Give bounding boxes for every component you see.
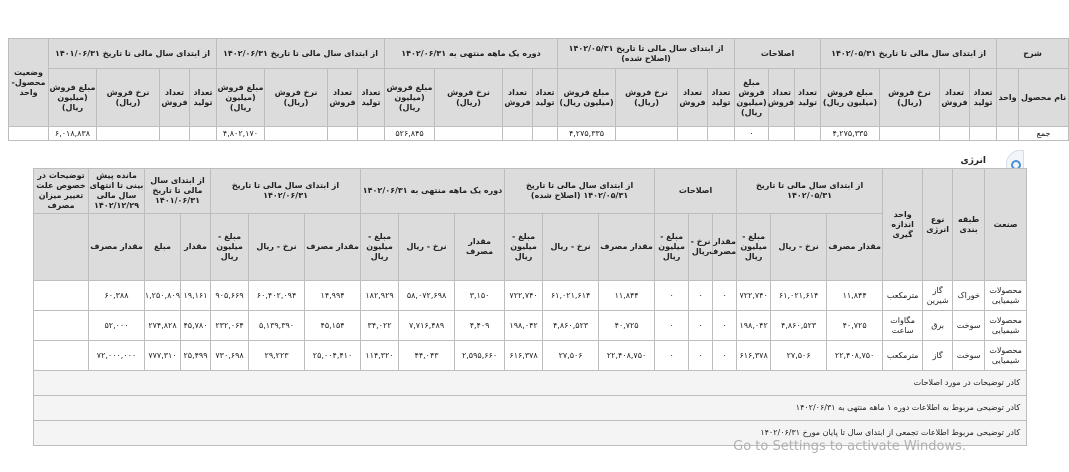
sales-total-row [9,127,1069,141]
sub-rate: نرخ - ریال [543,214,599,281]
sub-sales-qty: تعداد فروش [940,69,970,127]
row-cell: ۶۱,۰۲۱,۶۱۴ [771,281,827,311]
row-cell: ۲۷,۵۰۶ [543,341,599,371]
sub-amount: مبلغ - میلیون ریال [361,214,399,281]
row-cell: ۱۹۸,۰۴۲ [505,311,543,341]
sub-product-name: نام محصول [1019,69,1069,127]
sub-sales-rate: نرخ فروش (ریال) [435,69,503,127]
row-cell: ۰ [655,341,689,371]
row-cell: ۶۱,۰۲۱,۶۱۴ [543,281,599,311]
header-fy-0531: از ابتدای سال مالی تا تاریخ ۱۴۰۲/۰۵/۳۱ [821,39,997,69]
row-cell: ۵,۱۳۹,۳۹۰ [249,311,305,341]
row-cell: ۰ [713,311,737,341]
header-industry: صنعت [985,169,1027,281]
sub-production-qty: تعداد تولید [190,69,217,127]
sub-qty: مقدار [181,214,211,281]
row-cell: ۲۷۴,۸۲۸ [145,311,181,341]
row-cell: ۲,۵۹۵,۶۶۰ [455,341,505,371]
sub-sales-qty: تعداد فروش [769,69,795,127]
sub-sales-rate: نرخ فروش (ریال) [880,69,940,127]
row-cell: ۰ [689,341,713,371]
header-fy-1401: از ابتدای سال مالی تا تاریخ ۱۴۰۱/۰۶/۳۱ [49,39,217,69]
windows-activation-watermark: Go to Settings to activate Windows. [733,439,966,454]
row-cell: ۱۱,۸۴۴ [827,281,883,311]
header-fy-0531-corrected: از ابتدای سال مالی تا تاریخ ۱۴۰۲/۰۵/۳۱ (اصلاح شده) [505,169,655,214]
table-row [34,281,1027,311]
row-cell: ۹۰۵,۶۶۹ [211,281,249,311]
header-one-month-0631: دوره یک ماهه منتهی به ۱۴۰۲/۰۶/۳۱ [361,169,505,214]
sub-sales-amount: مبلغ فروش (میلیون ریال) [735,69,769,127]
header-corrections: اصلاحات [735,39,821,69]
header-fy-1401: از ابتدای سال مالی تا تاریخ ۱۴۰۱/۰۶/۳۱ [145,169,211,214]
row-cell: ۳۴,۰۲۲ [361,311,399,341]
row-cell: ۱۹۸,۰۴۲ [737,311,771,341]
sub-unit: واحد [997,69,1019,127]
header-fy-0531: از ابتدای سال مالی تا تاریخ ۱۴۰۲/۰۵/۳۱ [737,169,883,214]
total-fy-1401-amount: ۶,۰۱۸,۸۳۸ [49,127,97,141]
sub-consumption: مقدار مصرف [827,214,883,281]
table-row [34,341,1027,371]
sub-sales-qty: تعداد فروش [160,69,190,127]
row-cell: ۰ [713,281,737,311]
row-industry: محصولات شیمیایی [985,281,1027,311]
sub-rate: نرخ - ریال [689,214,713,281]
row-forecast: ۵۲,۰۰۰ [89,311,145,341]
energy-section-title: انرژی [960,156,986,166]
row-forecast: ۶۰,۳۸۸ [89,281,145,311]
row-cell: ۵۸,۰۷۲,۶۹۸ [399,281,455,311]
row-cell: ۱,۲۵۰,۸۰۹ [145,281,181,311]
row-energy-type: گاز شیرین [923,281,953,311]
row-classification: خوراک [953,281,985,311]
row-cell: ۲۳۲,۰۶۴ [211,311,249,341]
header-fy-0631: از ابتدای سال مالی تا تاریخ ۱۴۰۲/۰۶/۳۱ [211,169,361,214]
row-cell: ۱۱۴,۳۲۰ [361,341,399,371]
sub-consumption: مقدار مصرف [455,214,505,281]
header-energy-type: نوع انرژی [923,169,953,281]
total-fy-0531-corrected-amount: ۴,۲۷۵,۳۳۵ [558,127,616,141]
sub-sales-amount: مبلغ فروش (میلیون ریال) [49,69,97,127]
sub-production-qty: تعداد تولید [533,69,558,127]
row-cell: ۰ [689,311,713,341]
row-cell: ۷۳۰,۶۹۸ [211,341,249,371]
row-cell: ۰ [655,311,689,341]
table-row [34,311,1027,341]
row-cell: ۲۵,۴۹۹ [181,341,211,371]
total-fy-0531-amount: ۴,۲۷۵,۳۳۵ [821,127,880,141]
row-cell: ۱۹,۱۶۱ [181,281,211,311]
sub-sales-rate: نرخ فروش (ریال) [616,69,678,127]
row-energy-type: برق [923,311,953,341]
header-one-month-0631: دوره یک ماهه منتهی به ۱۴۰۲/۰۶/۳۱ [385,39,558,69]
sub-amount-short: مبلغ [145,214,181,281]
sub-production-qty: تعداد تولید [970,69,997,127]
row-cell: ۳,۱۵۰ [455,281,505,311]
row-forecast: ۷۲,۰۰۰,۰۰۰ [89,341,145,371]
row-industry: محصولات شیمیایی [985,311,1027,341]
row-cell: ۰ [655,281,689,311]
sub-rate: نرخ - ریال [399,214,455,281]
row-industry: محصولات شیمیایی [985,341,1027,371]
note-corrections[interactable]: کادر توضیحات در مورد اصلاحات [34,371,1027,396]
total-fy-0631-amount: ۴,۸۰۲,۱۷۰ [217,127,265,141]
row-cell: ۷,۷۱۶,۴۸۹ [399,311,455,341]
sub-sales-qty: تعداد فروش [678,69,708,127]
sub-production-qty: تعداد تولید [708,69,735,127]
row-cell: ۴۰,۷۲۵ [599,311,655,341]
row-cell: ۰ [689,281,713,311]
row-cell: ۷۲۲,۷۴۰ [737,281,771,311]
header-desc: شرح [997,39,1069,69]
row-cell: ۲۹,۲۲۳ [249,341,305,371]
sub-sales-amount: مبلغ فروش (میلیون ریال) [385,69,435,127]
row-cell: ۶۱۶,۳۷۸ [505,341,543,371]
row-cell: ۲۲,۴۰۸,۷۵۰ [827,341,883,371]
row-cell: ۷۲۲,۷۴۰ [505,281,543,311]
row-energy-type: گاز [923,341,953,371]
row-classification: سوخت [953,341,985,371]
row-cell: ۲۲,۴۰۸,۷۵۰ [599,341,655,371]
row-cell: ۴,۸۶۰,۵۲۳ [543,311,599,341]
sub-amount: مبلغ - میلیون ریال [655,214,689,281]
sub-sales-rate: نرخ فروش (ریال) [97,69,160,127]
total-label: جمع [1019,127,1069,141]
row-explanation [34,311,89,341]
sub-consumption: مقدار مصرف [305,214,361,281]
sub-amount: مبلغ - میلیون ریال [737,214,771,281]
sales-summary-table [8,38,1069,141]
sub-sales-qty: تعداد فروش [328,69,358,127]
row-cell: ۴۵,۱۵۴ [305,311,361,341]
row-cell: ۶۰,۴۰۲,۰۹۴ [249,281,305,311]
row-cell: ۴۰,۷۲۵ [827,311,883,341]
row-cell: ۶۱۶,۳۷۸ [737,341,771,371]
header-unit: واحد اندازه گیری [883,169,923,281]
sub-production-qty: تعداد تولید [795,69,821,127]
row-explanation [34,341,89,371]
sub-amount: مبلغ - میلیون ریال [211,214,249,281]
row-cell: ۱۴,۹۹۴ [305,281,361,311]
row-unit: مگاوات ساعت [883,311,923,341]
row-unit: مترمکعب [883,281,923,311]
sub-sales-qty: تعداد فروش [503,69,533,127]
total-one-month-amount: ۵۲۶,۸۴۵ [385,127,435,141]
row-cell: ۴,۸۶۰,۵۲۳ [771,311,827,341]
header-explanation: توضیحات در خصوص علت تغییر میزان مصرف [34,169,89,214]
row-cell: ۴,۴۰۹ [455,311,505,341]
row-cell: ۲۵,۰۰۴,۴۱۰ [305,341,361,371]
sub-sales-amount: مبلغ فروش (میلیون ریال) [821,69,880,127]
row-cell: ۷۷۷,۳۱۰ [145,341,181,371]
sub-rate: نرخ - ریال [771,214,827,281]
row-explanation [34,281,89,311]
energy-table [33,168,1027,446]
header-classification: طبقه بندی [953,169,985,281]
row-cell: ۲۷,۵۰۶ [771,341,827,371]
row-cell: ۴۵,۷۸۰ [181,311,211,341]
sub-consumption-qty: مقدار مصرف [89,214,145,281]
sub-consumption: مقدار مصرف [713,214,737,281]
header-fy-0531-corrected: از ابتدای سال مالی تا تاریخ ۱۴۰۲/۰۵/۳۱ (اصلاح شده) [558,39,735,69]
sub-consumption: مقدار مصرف [599,214,655,281]
row-cell: ۰ [713,341,737,371]
header-forecast: مانده پیش بینی تا انتهای سال مالی ۱۴۰۲/۱۲/۲۹ [89,169,145,214]
sub-amount: مبلغ - میلیون ریال [505,214,543,281]
row-classification: سوخت [953,311,985,341]
row-unit: مترمکعب [883,341,923,371]
note-one-month[interactable]: کادر توضیحی مربوط به اطلاعات دوره ۱ ماهه منتهی به ۱۴۰۲/۰۶/۳۱ [34,396,1027,421]
header-corrections: اصلاحات [655,169,737,214]
sub-sales-amount: مبلغ فروش (میلیون ریال) [217,69,265,127]
row-cell: ۴۴,۰۴۳ [399,341,455,371]
total-corrections-amount: ۰ [735,127,769,141]
row-cell: ۱۱,۸۴۴ [599,281,655,311]
sub-production-qty: تعداد تولید [358,69,385,127]
header-status: وضعیت محصول- واحد [9,39,49,127]
sub-sales-amount: مبلغ فروش (میلیون ریال) [558,69,616,127]
sub-rate: نرخ - ریال [249,214,305,281]
sub-sales-rate: نرخ فروش (ریال) [265,69,328,127]
row-cell: ۱۸۲,۹۲۹ [361,281,399,311]
note-cumulative[interactable]: کادر توضیحی مربوط اطلاعات تجمعی از ابتدای سال تا پایان مورخ ۱۴۰۲/۰۶/۳۱ [34,421,1027,446]
header-fy-0631: از ابتدای سال مالی تا تاریخ ۱۴۰۲/۰۶/۳۱ [217,39,385,69]
